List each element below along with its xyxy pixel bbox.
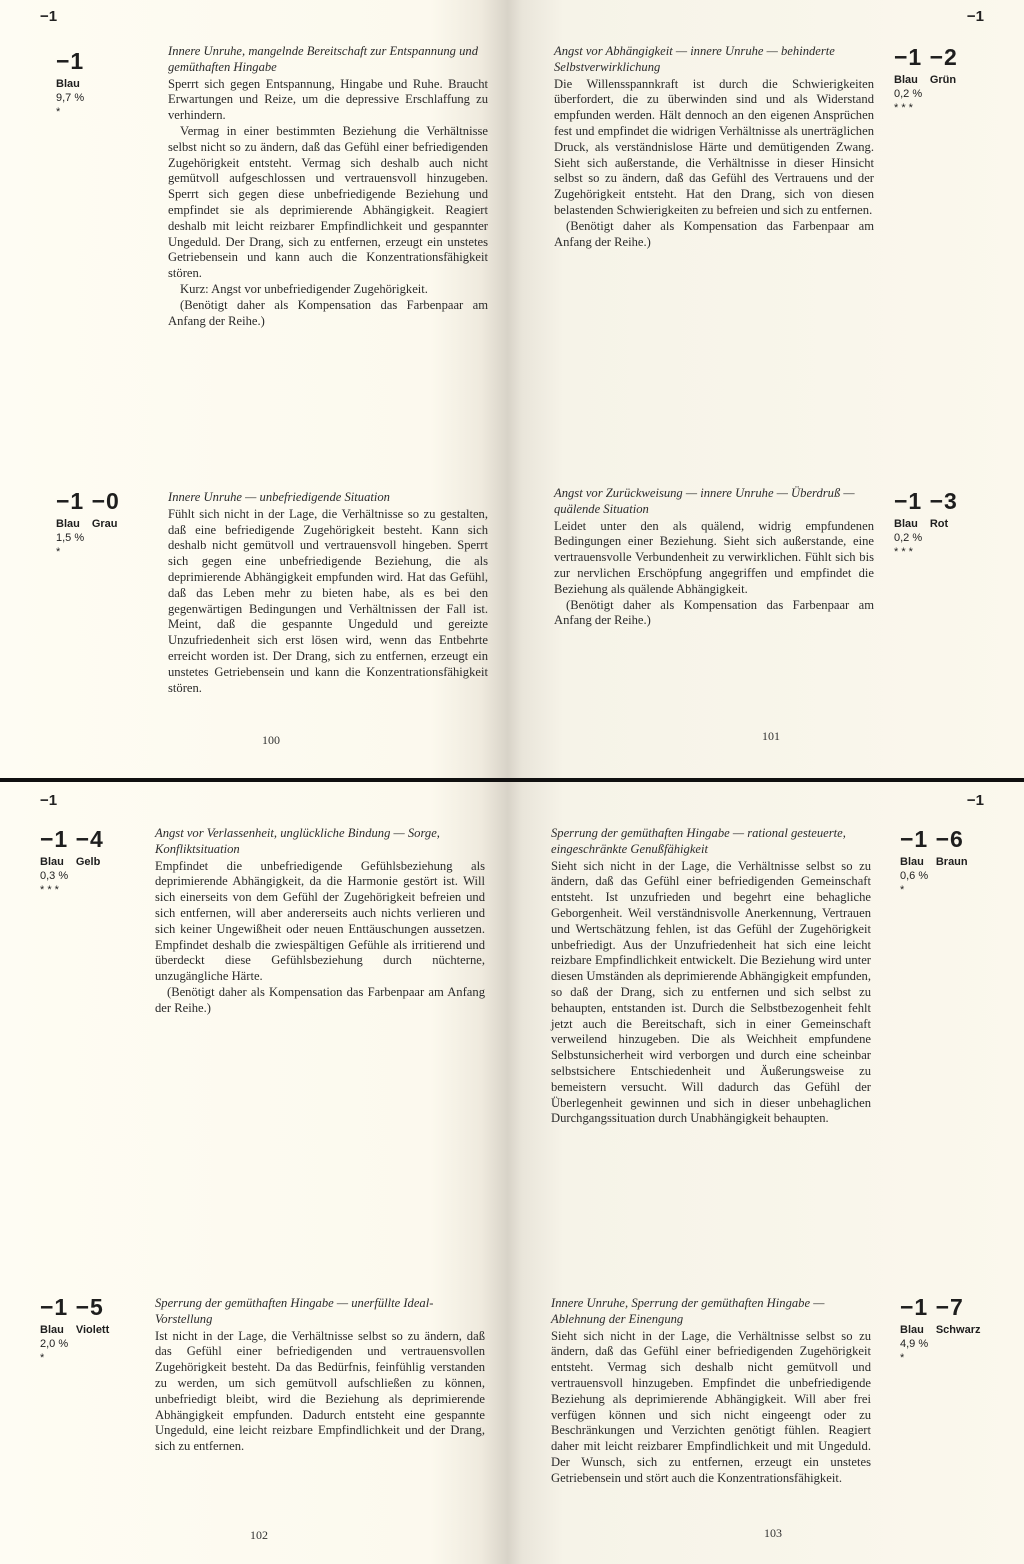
color-name: Blau	[900, 1324, 924, 1336]
entry-text	[554, 486, 874, 629]
rating-stars: *	[40, 1352, 45, 1364]
entry-text	[554, 44, 874, 250]
entry-heading: Sperrung der gemüthaften Hingabe — unerfüllte Ideal-Vorstellung	[155, 1296, 434, 1326]
entry-paragraph: (Benötigt daher als Kompensation das Farbenpaar am Anfang der Reihe.)	[155, 984, 485, 1015]
color-names	[40, 856, 104, 868]
frequency-percent: 4,9 %	[900, 1338, 929, 1350]
entry-text	[155, 826, 485, 1017]
entry-text	[551, 826, 871, 1127]
entry-heading: Angst vor Verlassenheit, unglückliche Bindung — Sorge, Konfliktsituation	[155, 826, 440, 856]
rating-stars: *	[56, 106, 61, 118]
color-name: Blau	[56, 78, 80, 90]
entry-paragraph: Ist nicht in der Lage, die Verhältnisse selbst so zu ändern, daß das Gefühl einer befriedigenden und vertrauensvollen Zugehörigkeit besteht. Da das Bedürfnis, feinfühlig verstanden zu werden, um sich gemütvoll aufschließen zu können, unbefriedigt bleibt, wird die Beziehung als deprimierende Abhängigkeit empfunden. Dadurch entsteht eine gespannte Ungeduld, eine leicht reizbare Empfindlichkeit und der Drang, sich zu entfernen.	[155, 1328, 485, 1454]
rating-stars: * * *	[894, 546, 913, 558]
entry-heading: Innere Unruhe, Sperrung der gemüthaften Hingabe — Ablehnung der Einengung	[551, 1296, 825, 1326]
entry-text	[168, 44, 488, 329]
entry-paragraph: (Benötigt daher als Kompensation das Farbenpaar am Anfang der Reihe.)	[554, 597, 874, 628]
color-names	[56, 518, 120, 530]
running-head-left: −1	[40, 8, 58, 25]
color-name: Blau	[56, 518, 80, 530]
spread-pages-102-103	[0, 782, 1024, 1564]
color-code-block	[56, 488, 120, 558]
color-name: Blau	[40, 856, 64, 868]
page-number: 101	[762, 729, 780, 743]
color-code-block	[900, 826, 968, 896]
color-code: −1	[56, 48, 85, 74]
color-code-block	[900, 1294, 980, 1364]
entry-paragraph: Sperrt sich gegen Entspannung, Hingabe und Ruhe. Braucht Erwartungen und Reize, um die depressive Erschlaffung zu verhindern.	[168, 76, 488, 123]
entry-heading: Innere Unruhe — unbefriedigende Situation	[168, 490, 390, 504]
color-name: Gelb	[75, 856, 101, 868]
entry-paragraph: Die Willensspannkraft ist durch die Schwierigkeiten überfordert, die zu überwinden sind und als Widerstand empfunden werden. Hält dennoch an den eigenen Ansprüchen fest und empfindet die widrigen Verhältnisse als unerträglichen Druck, als verständnislose Härte und demütigenden Zwang. Sieht sich außerstande, die Verhältnisse in dieser Hinsicht selbst so zu ändern, daß das Gefühl des Vertrauens und der Zugehörigkeit entsteht. Hat den Drang, sich von diesen belastenden Schwierigkeiten zu befreien und sich zu entfernen.	[554, 76, 874, 217]
color-names	[40, 1324, 109, 1336]
color-name: Blau	[900, 856, 924, 868]
frequency-percent: 0,2 %	[894, 88, 923, 100]
entry-paragraph: Empfindet die unbefriedigende Gefühlsbeziehung als deprimierende Abhängigkeit, da die Harmonie gestört ist. Will sich einerseits von dem Gefühl der Zugehörigkeit befreien und sich entfernen, will aber andererseits auch nichts verlieren und sich keiner Ungewißheit oder neuen Enttäuschungen aussetzen. Empfindet deshalb die zwiespältigen Gefühle als irritierend und überdeckt diese Gefühlsbeziehung durch nüchterne, unzugängliche Härte.	[155, 858, 485, 984]
color-code: −1 −5	[40, 1294, 104, 1320]
color-code: −1 −6	[900, 826, 964, 852]
entry-text	[155, 1296, 485, 1455]
entry-paragraph: Fühlt sich nicht in der Lage, die Verhältnisse so zu gestalten, daß eine befriedigende Zugehörigkeit besteht. Kann sich deshalb nicht gemütvoll und vertrauensvoll hingeben. Sperrt sich gegen eine unbefriedigende Beziehung, die als deprimierende Abhängigkeit empfunden wird. Hat das Gefühl, daß das Leben mehr zu bieten habe, als es bei den gegenwärtigen Bedingungen und Verhältnissen der Fall ist. Meint, daß die gespannte Ungeduld und gereizte Unzufriedenheit sich erst lösen wird, wenn das Entbehrte erreicht worden ist. Der Drang, sich zu entfernen, erzeugt ein unstetes Getriebensein und kann die Konzentrationsfähigkeit stören.	[168, 506, 488, 695]
color-name: Braun	[935, 856, 968, 868]
entry-paragraph: Sieht sich nicht in der Lage, die Verhältnisse selbst so zu ändern, daß das Gefühl einer befriedigenden Gemeinschaft entsteht. Ist unzufrieden und begehrt eine behagliche Geborgenheit. Weil verständnisvolle Anerkennung, Vertrauen und Wertschätzung fehlen, ist das Gefühl der Zugehörigkeit unbefriedigt. Aus der Unzufriedenheit hat sich eine leicht reizbare Empfindlichkeit entwickelt. Die Beziehung wird unter diesen Umständen als deprimierende Abhängigkeit empfunden, so daß der Drang, sich zu entfernen und sich selbst zu behaupten, entstanden ist. Durch die Selbstbezogenheit fehlt jetzt auch die Bereitschaft, sich in einer Gemeinschaft verweilend hinzugeben. Die als Weichheit empfundene Selbstunsicherheit wird verborgen und durch eine scheinbar selbstsichere Entschiedenheit und Äußerungsweise zu bemeistern versucht. Will dadurch das Gefühl der Überlegenheit gewinnen und sich in dieser unbehaglichen Durchgangssituation durch Unabhängigkeit behaupten.	[551, 858, 871, 1126]
rating-stars: *	[900, 884, 905, 896]
entry-text	[168, 490, 488, 696]
color-name: Rot	[929, 518, 949, 530]
color-code: −1 −3	[894, 488, 958, 514]
color-name: Schwarz	[935, 1324, 981, 1336]
color-code: −1 −4	[40, 826, 104, 852]
frequency-percent: 0,3 %	[40, 870, 69, 882]
color-code-block	[894, 488, 958, 558]
entry-paragraph: (Benötigt daher als Kompensation das Farbenpaar am Anfang der Reihe.)	[554, 218, 874, 249]
color-name: Violett	[75, 1324, 110, 1336]
color-code-block	[894, 44, 958, 114]
color-code: −1 −2	[894, 44, 958, 70]
color-code-block	[56, 48, 84, 118]
running-head-right: −1	[966, 8, 984, 25]
entry-heading: Innere Unruhe, mangelnde Bereitschaft zur Entspannung und gemüthaften Hingabe	[168, 44, 479, 74]
color-code: −1 −7	[900, 1294, 964, 1320]
entry-paragraph: Vermag in einer bestimmten Beziehung die Verhältnisse selbst nicht so zu ändern, daß das Gefühl einer befriedigenden Zugehörigkeit entsteht. Vermag sich deshalb auch nicht gemütvoll aufgeschlossen und vertrauensvoll hinzugeben. Sperrt sich gegen diese unbefriedigende Beziehung und empfindet sie als deprimierende Abhängigkeit. Reagiert deshalb mit leicht reizbarer Empfindlichkeit und gespannter Ungeduld. Der Drang, sich zu entfernen, erzeugt ein unstetes Getriebensein und kann auch die Konzentrationsfähigkeit stören.	[168, 123, 488, 281]
color-name: Blau	[40, 1324, 64, 1336]
entry-heading: Angst vor Zurückweisung — innere Unruhe — Überdruß — quälende Situation	[554, 486, 855, 516]
color-names	[900, 856, 968, 868]
frequency-percent: 0,2 %	[894, 532, 923, 544]
entry-heading: Angst vor Abhängigkeit — innere Unruhe — behinderte Selbstverwirklichung	[554, 44, 835, 74]
color-code: −1 −0	[56, 488, 120, 514]
rating-stars: *	[900, 1352, 905, 1364]
color-names	[894, 518, 958, 530]
color-name: Blau	[894, 74, 918, 86]
color-name: Blau	[894, 518, 918, 530]
rating-stars: *	[56, 546, 61, 558]
entry-heading: Sperrung der gemüthaften Hingabe — rational gesteuerte, eingeschränkte Genußfähigkeit	[551, 826, 846, 856]
frequency-percent: 0,6 %	[900, 870, 929, 882]
color-names	[56, 78, 84, 90]
entry-paragraph: Kurz: Angst vor unbefriedigender Zugehörigkeit.	[180, 281, 428, 296]
rating-stars: * * *	[894, 102, 913, 114]
frequency-percent: 9,7 %	[56, 92, 85, 104]
running-head-left: −1	[40, 792, 58, 809]
frequency-percent: 1,5 %	[56, 532, 85, 544]
entry-paragraph: Leidet unter den als quälend, widrig empfundenen Bedingungen einer Beziehung. Sieht sich außerstande, eine vertrauensvolle Verbundenheit zu verwirklichen. Fühlt sich bis zur nervlichen Erschöpfung angegriffen und empfindet die Beziehung als quälende Abhängigkeit.	[554, 518, 874, 596]
frequency-percent: 2,0 %	[40, 1338, 69, 1350]
page-number: 102	[250, 1528, 268, 1542]
page-number: 100	[262, 733, 280, 747]
color-code-block	[40, 826, 104, 896]
page-number: 103	[764, 1526, 782, 1540]
rating-stars: * * *	[40, 884, 59, 896]
entry-paragraph: Sieht sich nicht in der Lage, die Verhältnisse selbst so zu ändern, daß das Gefühl einer befriedigenden Zugehörigkeit entsteht. Vermag sich deshalb nicht gemütvoll und vertrauensvoll hinzugeben. Empfindet die unbefriedigende Beziehung als deprimierende Abhängigkeit. Will aber frei verfügen können und sich nicht eingeengt oder zu Beschränkungen und Verzichten genötigt fühlen. Reagiert daher mit leicht reizbarer Empfindlichkeit und mit Ungeduld. Der Wunsch, sich zu entfernen, erzeugt ein unstetes Getriebensein und stört auch die Konzentrationsfähigkeit.	[551, 1328, 871, 1485]
color-name: Grau	[91, 518, 118, 530]
color-names	[894, 74, 958, 86]
spread-pages-100-101	[0, 0, 1024, 778]
entry-text	[551, 1296, 871, 1487]
color-code-block	[40, 1294, 109, 1364]
running-head-right: −1	[966, 792, 984, 809]
entry-paragraph: (Benötigt daher als Kompensation das Farbenpaar am Anfang der Reihe.)	[168, 297, 488, 328]
color-names	[900, 1324, 980, 1336]
color-name: Grün	[929, 74, 957, 86]
